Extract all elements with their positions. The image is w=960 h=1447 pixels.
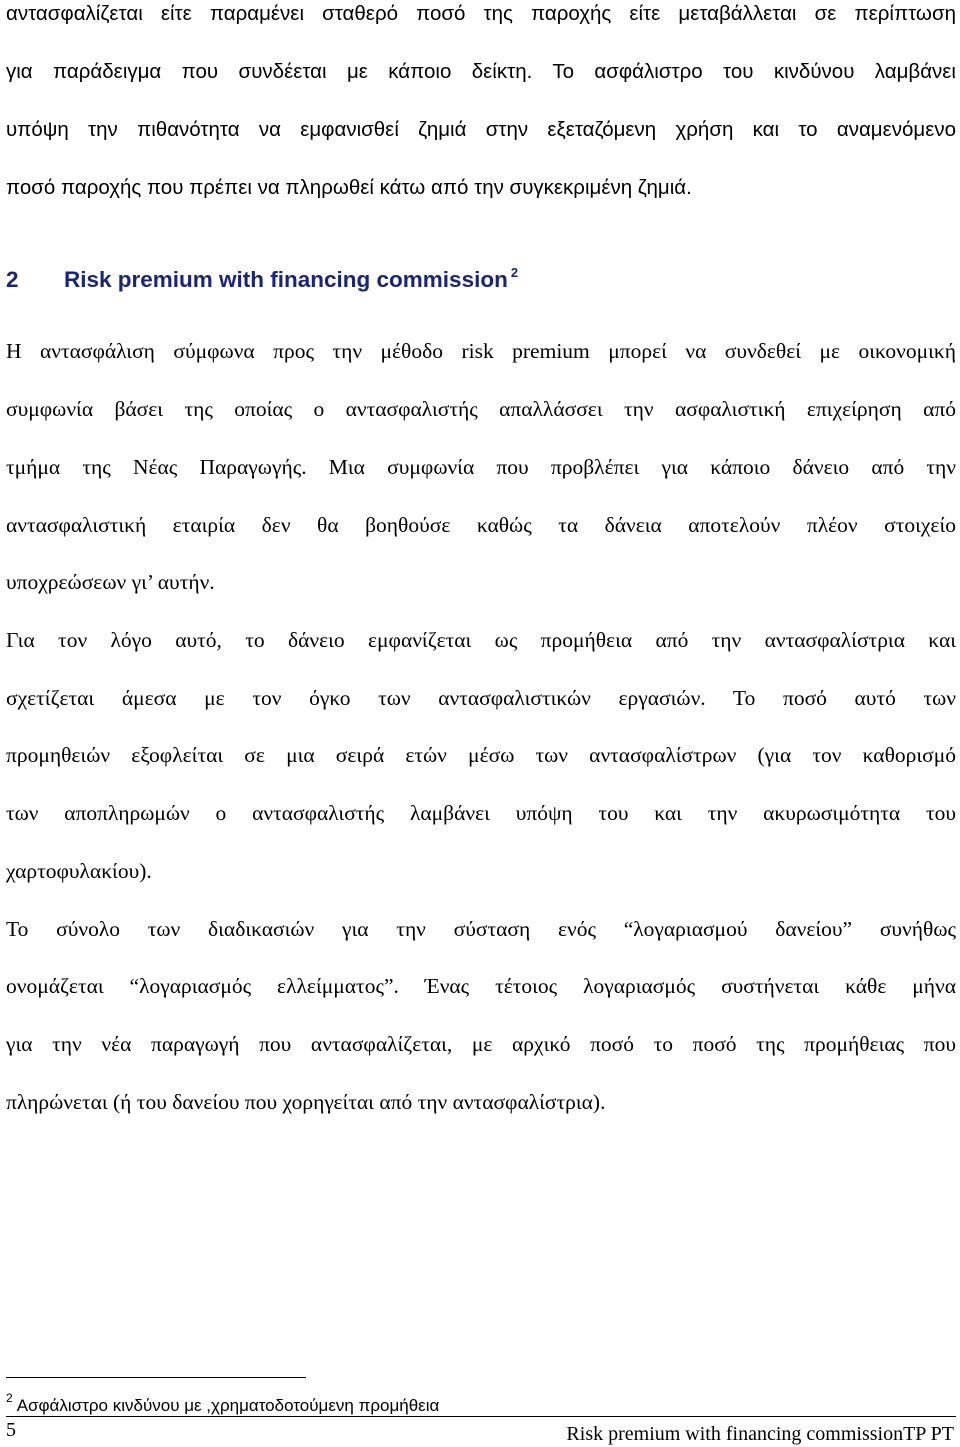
body-line: Το σύνολο των διαδικασιών για την σύσταση ενός “λογαριασμού δανείου” συνήθως	[6, 917, 956, 941]
section-number: 2	[6, 267, 19, 292]
footer-title: Risk premium with financing commissionTP PT	[566, 1423, 954, 1445]
body-line: υποχρεώσεων γι’ αυτήν.	[6, 570, 215, 594]
body-line: σχετίζεται άμεσα με τον όγκο των αντασφαλιστικών εργασιών. Το ποσό αυτό των	[6, 686, 956, 710]
footnote-divider	[6, 1377, 306, 1378]
section-heading	[6, 258, 518, 295]
intro-line: ποσό παροχής που πρέπει να πληρωθεί κάτω από την συγκεκριμένη ζημιά.	[6, 176, 692, 199]
body-line: Η αντασφάλιση σύμφωνα προς την μέθοδο risk premium μπορεί να συνδεθεί με οικονομική	[6, 339, 956, 363]
footnote-number: 2	[6, 1391, 13, 1405]
intro-line: για παράδειγμα που συνδέεται με κάποιο δείκτη. Το ασφάλιστρο του κινδύνου λαμβάνει	[6, 60, 956, 83]
page-number: 5	[6, 1419, 16, 1441]
body-line: συμφωνία βάσει της οποίας ο αντασφαλιστής απαλλάσσει την ασφαλιστική επιχείρηση από	[6, 397, 956, 421]
body-line: ονομάζεται “λογαριασμός ελλείμματος”. Ένας τέτοιος λογαριασμός συστήνεται κάθε μήνα	[6, 974, 956, 998]
footnote-text: Ασφάλιστρο κινδύνου με ,χρηματοδοτούμενη προμήθεια	[16, 1396, 440, 1415]
body-line: Για τον λόγο αυτό, το δάνειο εμφανίζεται ως προμήθεια από την αντασφαλίστρια και	[6, 628, 956, 652]
intro-line: αντασφαλίζεται είτε παραμένει σταθερό ποσό της παροχής είτε μεταβάλλεται σε περίπτωση	[6, 2, 956, 25]
body-line: για την νέα παραγωγή που αντασφαλίζεται, με αρχικό ποσό το ποσό της προμήθειας που	[6, 1032, 956, 1056]
section-title: Risk premium with financing commission	[64, 267, 508, 292]
footnote-ref[interactable]: 2	[510, 265, 519, 280]
body-line: τμήμα της Νέας Παραγωγής. Μια συμφωνία που προβλέπει για κάποιο δάνειο από την	[6, 455, 956, 479]
body-line: προμηθειών εξοφλείται σε μια σειρά ετών μέσω των αντασφαλίστρων (για τον καθορισμό	[6, 743, 956, 767]
body-line: χαρτοφυλακίου).	[6, 859, 152, 883]
footnote	[6, 1386, 439, 1418]
intro-line: υπόψη την πιθανότητα να εμφανισθεί ζημιά στην εξεταζόμενη χρήση και το αναμενόμενο	[6, 118, 956, 141]
body-line: αντασφαλιστική εταιρία δεν θα βοηθούσε καθώς τα δάνεια αποτελούν πλέον στοιχείο	[6, 513, 956, 537]
body-line: πληρώνεται (ή του δανείου που χορηγείται από την αντασφαλίστρια).	[6, 1090, 606, 1114]
footer-divider	[6, 1416, 956, 1417]
body-line: των αποπληρωμών ο αντασφαλιστής λαμβάνει υπόψη του και την ακυρωσιμότητα του	[6, 801, 956, 825]
